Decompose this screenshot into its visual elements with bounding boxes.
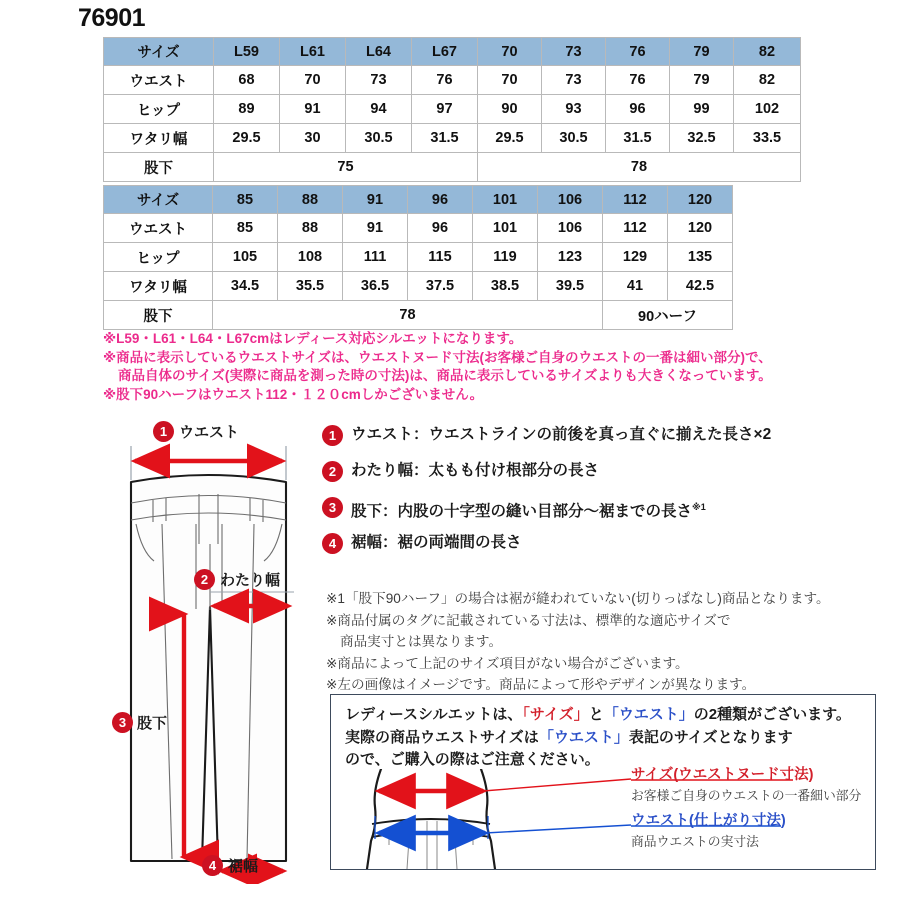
gray-note-line: ※商品付属のタグに記載されている寸法は、標準的な適応サイズで [326, 612, 731, 628]
pants-waist-label-group [153, 420, 239, 442]
cell: 42.5 [668, 272, 733, 301]
badge-3-icon: 3 [322, 497, 343, 518]
cell: 123 [538, 243, 603, 272]
gray-notes [326, 588, 886, 696]
row-label: ウエスト [104, 66, 214, 95]
cell: 30.5 [542, 124, 606, 153]
cell: 85 [213, 214, 278, 243]
pants-waist-label: ウエスト [179, 423, 240, 441]
cell: 91 [280, 95, 346, 124]
legend-text: わたり幅：太もも付け根部分の長さ [351, 462, 600, 479]
col-header: 85 [213, 186, 278, 214]
cell: 70 [280, 66, 346, 95]
pink-note-line: ※商品に表示しているウエストサイズは、ウエストヌード寸法(お客様ご自身のウエストの一番は細い部分)で、 [103, 349, 772, 365]
col-header: L61 [280, 38, 346, 66]
cell: 82 [734, 66, 801, 95]
col-header: 96 [408, 186, 473, 214]
infobox-line-2 [345, 727, 875, 750]
cell: 115 [408, 243, 473, 272]
list-item [322, 424, 892, 460]
ladies-silhouette-infobox [330, 694, 876, 870]
cell: 112 [603, 214, 668, 243]
cell: 93 [542, 95, 606, 124]
cell: 120 [668, 214, 733, 243]
gray-note-line: ※左の画像はイメージです。商品によって形やデザインが異なります。 [326, 677, 756, 692]
row-label: 股下 [104, 153, 214, 182]
cell: 39.5 [538, 272, 603, 301]
infobox-line-1 [345, 704, 875, 727]
legend-text-main: 股下：内股の十字型の縫い目部分～裾までの長さ [351, 503, 693, 521]
infobox-line2-blue: 「ウエスト」 [538, 728, 629, 746]
cell: 36.5 [343, 272, 408, 301]
cell: 105 [213, 243, 278, 272]
table-row [104, 301, 733, 330]
infobox-line2-a: 実際の商品ウエストサイズは [345, 728, 539, 746]
gray-note-line: ※1「股下90ハーフ」の場合は裾が縫われていない(切りっぱなし)商品となります。 [326, 591, 830, 606]
legend-text: ウエスト：ウエストラインの前後を真っ直ぐに揃えた長さ×2 [351, 426, 772, 443]
table-row [104, 186, 733, 214]
col-header: 91 [343, 186, 408, 214]
table-row [104, 124, 801, 153]
table-row [104, 214, 733, 243]
row-label: ウエスト [104, 214, 213, 243]
col-header: L59 [214, 38, 280, 66]
col-header: 82 [734, 38, 801, 66]
pink-notes [103, 330, 883, 404]
measurement-legend [322, 424, 892, 568]
table-row [104, 38, 801, 66]
col-header: L67 [412, 38, 478, 66]
table-row [104, 66, 801, 95]
col-header: 88 [278, 186, 343, 214]
badge-2-icon: 2 [194, 569, 215, 590]
col-header: 101 [473, 186, 538, 214]
cell: 70 [478, 66, 542, 95]
cell: 106 [538, 214, 603, 243]
cell: 96 [606, 95, 670, 124]
row-label: ヒップ [104, 95, 214, 124]
infobox-line1-b: と [588, 706, 604, 723]
cell: 111 [343, 243, 408, 272]
cell: 102 [734, 95, 801, 124]
cell: 129 [603, 243, 668, 272]
pants-hem-label-group [202, 854, 258, 876]
cell: 108 [278, 243, 343, 272]
cell: 29.5 [214, 124, 280, 153]
cell: 38.5 [473, 272, 538, 301]
cell: 32.5 [670, 124, 734, 153]
cell: 96 [408, 214, 473, 243]
col-header: 76 [606, 38, 670, 66]
cell: 31.5 [606, 124, 670, 153]
legend-text [351, 496, 706, 523]
badge-1-icon: 1 [153, 421, 174, 442]
gray-note-line: 商品実寸とは異なります。 [340, 634, 503, 649]
table-row [104, 95, 801, 124]
badge-3-icon: 3 [112, 712, 133, 733]
pink-note-line: 商品自体のサイズ(実際に商品を測った時の寸法)は、商品に表示しているサイズよりも大きくなっています。 [118, 368, 772, 384]
badge-4-icon: 4 [202, 855, 223, 876]
blue-measure-label: ウエスト(仕上がり寸法) [631, 813, 786, 829]
cell: 79 [670, 66, 734, 95]
table-row [104, 272, 733, 301]
gray-note-line: ※商品によって上記のサイズ項目がない場合がございます。 [326, 655, 689, 671]
cell: 76 [412, 66, 478, 95]
row-label: ヒップ [104, 243, 213, 272]
cell-inseam-right: 90ハーフ [603, 301, 733, 330]
cell: 101 [473, 214, 538, 243]
cell: 119 [473, 243, 538, 272]
badge-4-icon: 4 [322, 533, 343, 554]
infobox-line1-red: 「サイズ」 [522, 706, 589, 723]
cell: 33.5 [734, 124, 801, 153]
cell: 88 [278, 214, 343, 243]
infobox-line-3: ので、ご購入の際はご注意ください。 [345, 751, 600, 768]
cell: 30 [280, 124, 346, 153]
blue-measure-sublabel: 商品ウエストの実寸法 [631, 834, 759, 849]
cell: 68 [214, 66, 280, 95]
row-label: サイズ [104, 38, 214, 66]
cell-inseam-left: 75 [214, 153, 478, 182]
cell: 41 [603, 272, 668, 301]
table-row [104, 243, 733, 272]
cell: 37.5 [408, 272, 473, 301]
row-label: ワタリ幅 [104, 272, 213, 301]
cell: 99 [670, 95, 734, 124]
infobox-line1-c: の2種類がございます。 [693, 706, 851, 723]
pants-inseam-label: 股下 [137, 714, 168, 732]
col-header: 73 [542, 38, 606, 66]
col-header: L64 [346, 38, 412, 66]
cell: 73 [346, 66, 412, 95]
table-row [104, 153, 801, 182]
pink-note-line: ※股下90ハーフはウエスト112・１２０cmしかございません。 [103, 386, 484, 402]
pants-thigh-label-group [194, 568, 280, 590]
infobox-line1-blue: 「ウエスト」 [603, 706, 694, 723]
cell: 90 [478, 95, 542, 124]
col-header: 70 [478, 38, 542, 66]
row-label: ワタリ幅 [104, 124, 214, 153]
cell: 29.5 [478, 124, 542, 153]
cell: 35.5 [278, 272, 343, 301]
cell: 31.5 [412, 124, 478, 153]
infobox-text [331, 695, 875, 772]
size-table-2 [103, 185, 733, 330]
page-title: 76901 [78, 4, 146, 32]
cell: 97 [412, 95, 478, 124]
pants-thigh-label: わたり幅 [220, 571, 281, 589]
badge-2-icon: 2 [322, 461, 343, 482]
cell: 73 [542, 66, 606, 95]
col-header: 79 [670, 38, 734, 66]
pink-note-line: ※L59・L61・L64・L67cmはレディース対応シルエットになります。 [103, 331, 523, 346]
cell: 91 [343, 214, 408, 243]
list-item [322, 460, 892, 496]
red-measure-label: サイズ(ウエストヌード寸法) [631, 767, 814, 783]
list-item [322, 532, 892, 568]
pants-diagram [98, 424, 330, 884]
list-item [322, 496, 892, 532]
infobox-line1-a: レディースシルエットは、 [345, 706, 523, 723]
cell: 76 [606, 66, 670, 95]
infobox-line2-b: 表記のサイズとなります [628, 728, 793, 746]
pants-illustration-svg [98, 424, 330, 884]
legend-text: 裾幅：裾の両端間の長さ [351, 534, 522, 551]
row-label: 股下 [104, 301, 213, 330]
row-label: サイズ [104, 186, 213, 214]
red-measure-sublabel: お客様ご自身のウエストの一番細い部分 [631, 788, 862, 803]
cell: 30.5 [346, 124, 412, 153]
cell-inseam-right: 78 [478, 153, 801, 182]
cell: 135 [668, 243, 733, 272]
col-header: 112 [603, 186, 668, 214]
col-header: 106 [538, 186, 603, 214]
cell: 94 [346, 95, 412, 124]
cell: 34.5 [213, 272, 278, 301]
waist-measure-diagram [331, 769, 877, 869]
cell: 89 [214, 95, 280, 124]
badge-1-icon: 1 [322, 425, 343, 446]
legend-footnote-marker: ※1 [692, 502, 706, 512]
size-table-1 [103, 37, 801, 182]
pants-hem-label: 裾幅 [228, 857, 259, 875]
waist-measure-svg [331, 769, 877, 869]
col-header: 120 [668, 186, 733, 214]
pants-inseam-label-group [112, 711, 167, 733]
cell-inseam-left: 78 [213, 301, 603, 330]
